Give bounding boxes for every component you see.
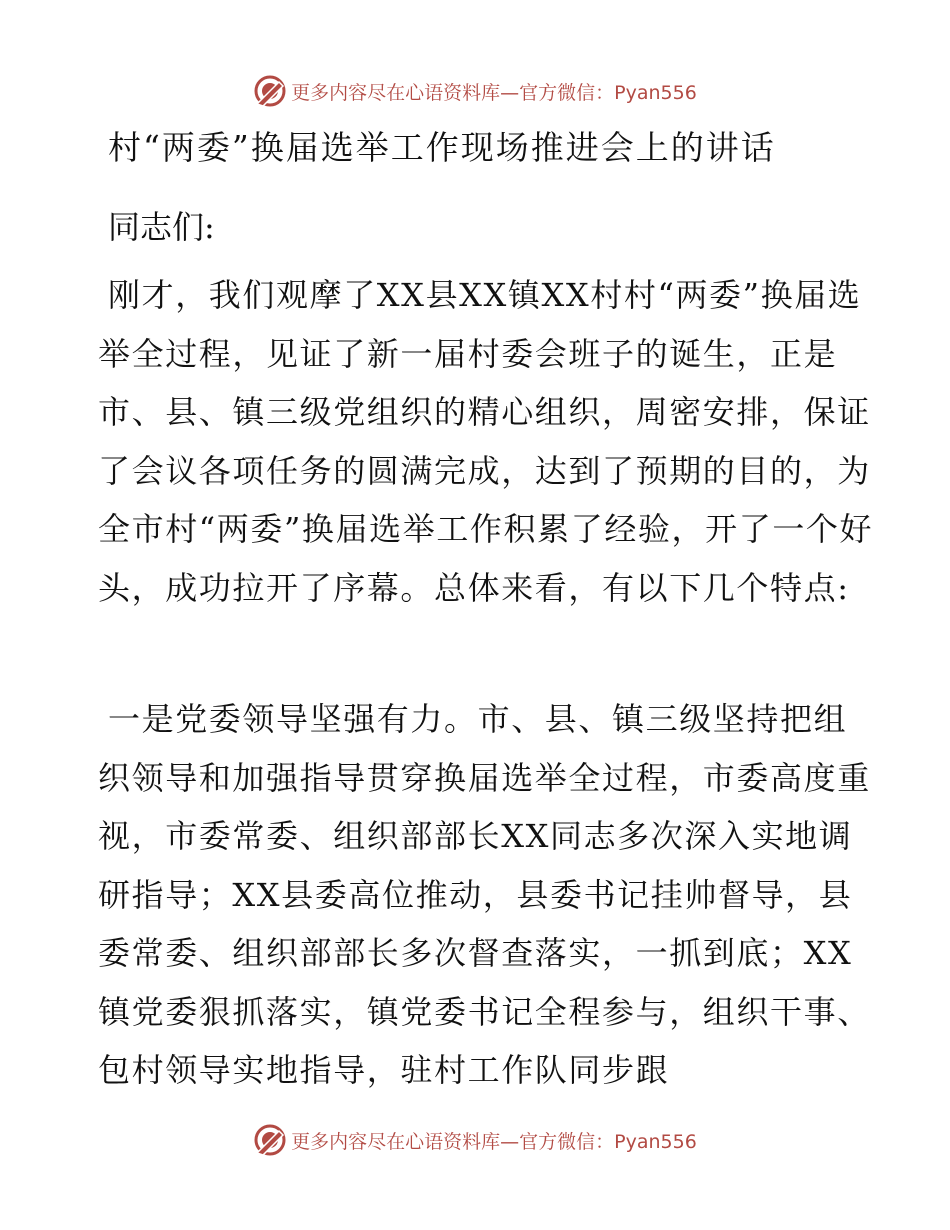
footer-watermark [0, 1120, 950, 1160]
watermark-text: 更多内容尽在心语资料库—官方微信：Pyan556 [291, 1130, 697, 1153]
watermark-text: 更多内容尽在心语资料库—官方微信：Pyan556 [291, 81, 697, 104]
document-title: 村“两委”换届选举工作现场推进会上的讲话 [108, 128, 776, 167]
pen-logo-icon [253, 1123, 287, 1157]
pen-logo-icon [253, 74, 287, 108]
paragraph-2: 一是党委领导坚强有力。市、县、镇三级坚持把组织领导和加强指导贯穿换届选举全过程，市委高度重视，市委常委、组织部部长XX同志多次深入实地调研指导；XX县委高位推动，县委书记挂帅督导，县委常委、组织部部长多次督查落实，一抓到底；XX镇党委狠抓落实，镇党委书记全程参与，组织干事、包村领导实地指导，驻村工作队同步跟 [98, 700, 871, 1089]
header-watermark [0, 71, 950, 111]
greeting: 同志们: [108, 208, 215, 246]
paragraph-1: 刚才，我们观摩了XX县XX镇XX村村“两委”换届选举全过程，见证了新一届村委会班子的诞生，正是市、县、镇三级党组织的精心组织，周密安排，保证了会议各项任务的圆满完成，达到了预期的目的，为全市村“两委”换届选举工作积累了经验，开了一个好头，成功拉开了序幕。总体来看，有以下几个特点: [98, 276, 874, 607]
